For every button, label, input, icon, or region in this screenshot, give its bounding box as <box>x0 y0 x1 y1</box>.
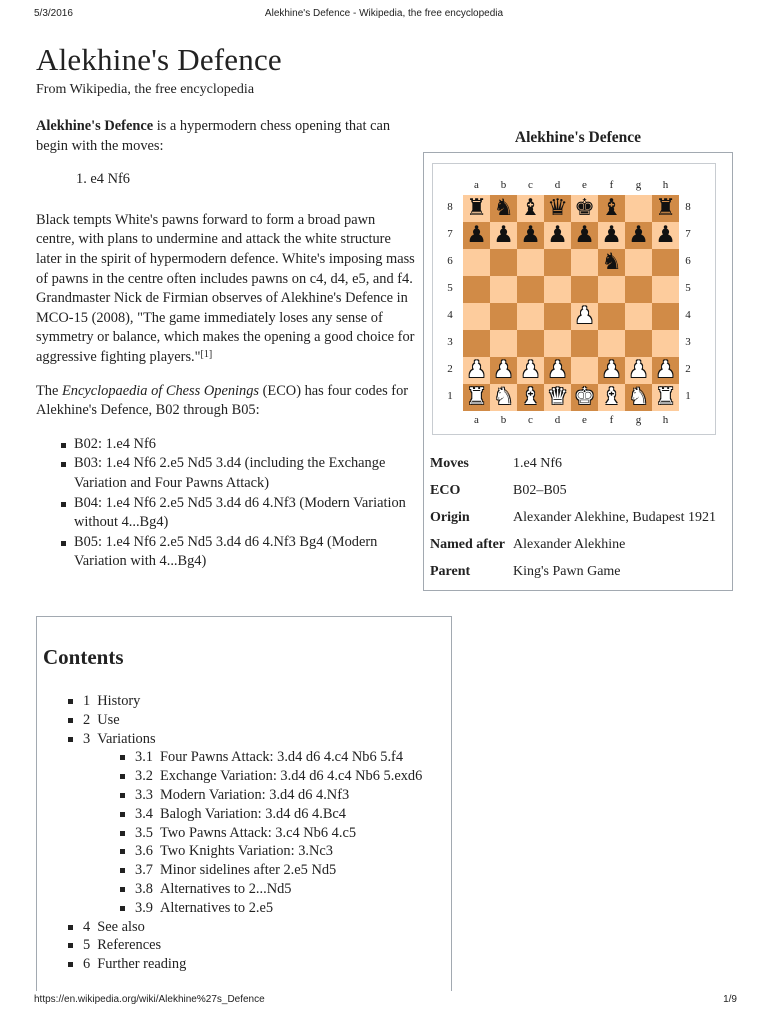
infobox-value: B02–B05 <box>513 483 567 498</box>
board-square-c2 <box>517 357 544 384</box>
white-pawn-icon: ♟ <box>601 357 622 383</box>
white-pawn-icon: ♟ <box>466 357 487 383</box>
rank-label: 8 <box>447 201 453 213</box>
white-knight-icon: ♞ <box>493 384 514 410</box>
board-square-d8 <box>544 195 571 222</box>
print-header <box>0 0 768 24</box>
board-square-c7 <box>517 222 544 249</box>
file-label: e <box>582 414 587 426</box>
infobox-key: Origin <box>430 510 470 525</box>
rank-label: 2 <box>685 363 691 375</box>
eco-text-b: (ECO) has four codes for Alekhine's Defence, B02 through B05: <box>36 382 409 419</box>
infobox-key: Parent <box>430 564 471 579</box>
infobox-key: Moves <box>430 456 469 471</box>
black-knight-icon: ♞ <box>601 249 622 275</box>
board-square-a4 <box>463 303 490 330</box>
description-paragraph <box>36 211 416 368</box>
board-square-d4 <box>544 303 571 330</box>
white-rook-icon: ♜ <box>466 384 487 410</box>
board-square-g6 <box>625 249 652 276</box>
board-square-f8 <box>598 195 625 222</box>
print-footer <box>0 990 768 1020</box>
board-square-h1 <box>652 384 679 411</box>
print-title: Alekhine's Defence - Wikipedia, the free encyclopedia <box>264 8 504 19</box>
toc-subitem[interactable] <box>135 786 422 805</box>
toc-subitem[interactable] <box>135 861 422 880</box>
file-label: b <box>500 179 507 191</box>
board-square-e8 <box>571 195 598 222</box>
white-pawn-icon: ♟ <box>493 357 514 383</box>
black-pawn-icon: ♟ <box>493 222 514 248</box>
board-square-f7 <box>598 222 625 249</box>
board-square-b2 <box>490 357 517 384</box>
toc-item[interactable] <box>83 918 422 937</box>
toc-label[interactable]: Four Pawns Attack: 3.d4 d6 4.c4 Nb6 5.f4 <box>160 749 404 766</box>
board-square-h7 <box>652 222 679 249</box>
board-square-e6 <box>571 249 598 276</box>
white-bishop-icon: ♝ <box>520 384 541 410</box>
board-square-h3 <box>652 330 679 357</box>
board-square-a2 <box>463 357 490 384</box>
file-label: b <box>500 414 507 426</box>
rank-label: 6 <box>685 255 691 267</box>
toc-number: 3 <box>83 730 91 747</box>
file-label: a <box>474 179 479 191</box>
board-square-a7 <box>463 222 490 249</box>
black-pawn-icon: ♟ <box>655 222 676 248</box>
infobox-value[interactable]: Alexander Alekhine <box>513 537 626 552</box>
black-bishop-icon: ♝ <box>520 195 541 221</box>
board-square-b8 <box>490 195 517 222</box>
infobox-title: Alekhine's Defence <box>514 129 642 146</box>
toc-subitem[interactable] <box>135 805 422 824</box>
eco-paragraph <box>36 382 416 421</box>
board-square-c8 <box>517 195 544 222</box>
toc-label[interactable]: Exchange Variation: 3.d4 d6 4.c4 Nb6 5.exd6 <box>160 768 423 785</box>
white-knight-icon: ♞ <box>628 384 649 410</box>
board-square-e3 <box>571 330 598 357</box>
toc-label[interactable]: Balogh Variation: 3.d4 d6 4.Bc4 <box>160 805 346 822</box>
file-label: e <box>582 179 587 191</box>
eco-link[interactable]: Encyclopaedia of Chess Openings <box>61 382 260 399</box>
page-title: Alekhine's Defence <box>36 42 282 77</box>
file-label: g <box>635 414 642 426</box>
board-square-a1 <box>463 384 490 411</box>
board-square-d5 <box>544 276 571 303</box>
toc-number: 2 <box>83 711 91 728</box>
board-square-a6 <box>463 249 490 276</box>
toc-subitem[interactable] <box>135 767 422 786</box>
toc-subitem[interactable] <box>135 899 422 918</box>
board-square-b6 <box>490 249 517 276</box>
board-square-h6 <box>652 249 679 276</box>
board-square-f1 <box>598 384 625 411</box>
white-king-icon: ♚ <box>574 384 595 410</box>
board-square-b3 <box>490 330 517 357</box>
board-square-b7 <box>490 222 517 249</box>
toc-number: 3.9 <box>135 899 153 916</box>
file-label: a <box>474 414 479 426</box>
board-square-g5 <box>625 276 652 303</box>
white-pawn-icon: ♟ <box>655 357 676 383</box>
rank-label: 2 <box>447 363 453 375</box>
toc-label[interactable]: Minor sidelines after 2.e5 Nd5 <box>160 862 337 879</box>
board-square-d3 <box>544 330 571 357</box>
board-square-d7 <box>544 222 571 249</box>
black-pawn-icon: ♟ <box>574 222 595 248</box>
toc-label[interactable]: Alternatives to 2...Nd5 <box>160 880 292 897</box>
toc-label[interactable]: Variations <box>97 730 156 747</box>
rank-label: 7 <box>685 228 691 240</box>
black-bishop-icon: ♝ <box>601 195 622 221</box>
rank-label: 3 <box>447 336 453 348</box>
infobox-key: Named after <box>430 537 506 552</box>
black-queen-icon: ♛ <box>547 195 568 221</box>
board-square-g1 <box>625 384 652 411</box>
board-square-g8 <box>625 195 652 222</box>
black-rook-icon: ♜ <box>655 195 676 221</box>
print-date: 5/3/2016 <box>34 8 73 19</box>
toc-item[interactable] <box>83 955 422 974</box>
board-square-h8 <box>652 195 679 222</box>
description-text: Black tempts White's pawns forward to form a broad pawn centre, with plans to undermine and attack the white structure later in the spirit of hypermodern defence. White's imposing mass of pawns in the centre often includes pawns on c4, d4, e5, and f4. Grandmaster Nick de Firmian observes of Alekhine's Defence in MCO-15 (2008), "The game immediately loses any sense of symmetry or balance, which makes the opening a good choice for aggressive fighting players." <box>36 211 415 365</box>
board-square-h2 <box>652 357 679 384</box>
eco-code-item: B03: 1.e4 Nf6 2.e5 Nd5 3.d4 (including the Exchange Variation and Four Pawns Attack) <box>74 454 416 493</box>
board-square-g4 <box>625 303 652 330</box>
rank-label: 4 <box>685 309 691 321</box>
white-queen-icon: ♛ <box>547 384 568 410</box>
black-pawn-icon: ♟ <box>466 222 487 248</box>
toc-item[interactable] <box>83 936 422 955</box>
white-pawn-icon: ♟ <box>628 357 649 383</box>
rank-label: 4 <box>447 309 453 321</box>
rank-label: 1 <box>447 390 453 402</box>
infobox-value[interactable]: Alexander Alekhine, Budapest 1921 <box>513 510 716 525</box>
toc-number: 3.7 <box>135 862 153 879</box>
eco-code-item: B04: 1.e4 Nf6 2.e5 Nd5 3.d4 d6 4.Nf3 (Modern Variation without 4...Bg4) <box>74 494 416 533</box>
toc-number: 3.1 <box>135 749 153 766</box>
board-square-a8 <box>463 195 490 222</box>
board-square-f2 <box>598 357 625 384</box>
table-of-contents <box>36 616 452 991</box>
board-square-b1 <box>490 384 517 411</box>
board-square-b5 <box>490 276 517 303</box>
white-pawn-icon: ♟ <box>547 357 568 383</box>
print-url: https://en.wikipedia.org/wiki/Alekhine%27s_Defence <box>34 994 265 1005</box>
board-square-e7 <box>571 222 598 249</box>
board-square-c4 <box>517 303 544 330</box>
white-pawn-icon: ♟ <box>520 357 541 383</box>
black-pawn-icon: ♟ <box>547 222 568 248</box>
board-square-c5 <box>517 276 544 303</box>
toc-label[interactable]: Use <box>97 711 120 728</box>
toc-number: 5 <box>83 937 91 954</box>
board-square-b4 <box>490 303 517 330</box>
black-knight-icon: ♞ <box>493 195 514 221</box>
toc-number: 4 <box>83 918 91 935</box>
toc-subitem[interactable] <box>135 824 422 843</box>
toc-label[interactable]: Alternatives to 2.e5 <box>160 899 274 916</box>
file-label: f <box>609 414 614 426</box>
toc-number: 6 <box>83 956 91 973</box>
toc-number: 3.5 <box>135 824 153 841</box>
file-label: h <box>662 414 669 426</box>
board-square-c1 <box>517 384 544 411</box>
rank-label: 8 <box>685 201 691 213</box>
board-square-e2 <box>571 357 598 384</box>
board-square-f6 <box>598 249 625 276</box>
toc-label[interactable]: Two Pawns Attack: 3.c4 Nb6 4.c5 <box>160 824 357 841</box>
black-pawn-icon: ♟ <box>520 222 541 248</box>
rank-label: 7 <box>447 228 453 240</box>
infobox <box>423 152 733 591</box>
toc-number: 3.4 <box>135 805 153 822</box>
board-square-g7 <box>625 222 652 249</box>
board-square-c6 <box>517 249 544 276</box>
toc-label[interactable]: Further reading <box>97 956 187 973</box>
file-label: c <box>528 179 533 191</box>
rank-label: 5 <box>685 282 691 294</box>
toc-label[interactable]: Modern Variation: 3.d4 d6 4.Nf3 <box>160 786 350 803</box>
intro-text: is a hypermodern chess opening that can begin with the moves: <box>36 118 391 154</box>
chess-board <box>463 195 679 411</box>
intro-paragraph <box>36 117 416 156</box>
black-pawn-icon: ♟ <box>628 222 649 248</box>
board-square-e1 <box>571 384 598 411</box>
toc-subitem[interactable] <box>135 880 422 899</box>
toc-number: 3.3 <box>135 786 153 803</box>
black-pawn-icon: ♟ <box>601 222 622 248</box>
file-label: f <box>609 179 614 191</box>
board-square-d1 <box>544 384 571 411</box>
board-square-f5 <box>598 276 625 303</box>
board-square-g2 <box>625 357 652 384</box>
white-pawn-icon: ♟ <box>574 303 595 329</box>
board-square-h4 <box>652 303 679 330</box>
eco-code-item: B05: 1.e4 Nf6 2.e5 Nd5 3.d4 d6 4.Nf3 Bg4 (Modern Variation with 4...Bg4) <box>74 533 416 572</box>
board-square-d6 <box>544 249 571 276</box>
infobox-key: ECO <box>430 483 461 498</box>
toc-number: 3.8 <box>135 880 153 897</box>
toc-subitem[interactable] <box>135 748 422 767</box>
board-square-h5 <box>652 276 679 303</box>
toc-list <box>83 692 422 974</box>
rank-label: 1 <box>685 390 691 402</box>
board-square-d2 <box>544 357 571 384</box>
white-rook-icon: ♜ <box>655 384 676 410</box>
toc-label[interactable]: See also <box>97 918 145 935</box>
reference-link[interactable]: [1] <box>200 348 213 360</box>
file-label: d <box>554 414 561 426</box>
eco-text-a: The <box>36 382 62 399</box>
board-square-f4 <box>598 303 625 330</box>
rank-label: 6 <box>447 255 453 267</box>
black-king-icon: ♚ <box>574 195 595 221</box>
eco-code-item: B02: 1.e4 Nf6 <box>74 435 416 455</box>
page-number: 1/9 <box>723 994 737 1005</box>
opening-moves: 1. e4 Nf6 <box>76 171 130 188</box>
toc-item[interactable] <box>83 711 422 730</box>
board-square-a5 <box>463 276 490 303</box>
board-square-a3 <box>463 330 490 357</box>
toc-number: 1 <box>83 693 91 709</box>
toc-sublist <box>83 748 422 917</box>
page-subtitle: From Wikipedia, the free encyclopedia <box>36 82 255 97</box>
board-square-g3 <box>625 330 652 357</box>
toc-label[interactable]: References <box>97 937 162 954</box>
infobox-value[interactable]: King's Pawn Game <box>513 564 621 579</box>
rank-label: 5 <box>447 282 453 294</box>
article-body <box>36 117 416 572</box>
infobox-value: 1.e4 Nf6 <box>513 456 562 471</box>
toc-subitem[interactable] <box>135 842 422 861</box>
toc-number: 3.6 <box>135 843 153 860</box>
intro-bold-term: Alekhine's Defence <box>36 118 154 134</box>
board-square-c3 <box>517 330 544 357</box>
file-label: c <box>528 414 533 426</box>
black-rook-icon: ♜ <box>466 195 487 221</box>
file-label: d <box>554 179 561 191</box>
board-square-f3 <box>598 330 625 357</box>
board-square-e5 <box>571 276 598 303</box>
board-square-e4 <box>571 303 598 330</box>
file-label: h <box>662 179 669 191</box>
chess-diagram <box>432 163 716 435</box>
toc-heading: Contents <box>43 645 124 669</box>
file-label: g <box>635 179 642 191</box>
rank-label: 3 <box>685 336 691 348</box>
toc-label[interactable]: History <box>97 693 141 709</box>
toc-label[interactable]: Two Knights Variation: 3.Nc3 <box>160 843 333 860</box>
toc-item[interactable] <box>83 692 422 711</box>
toc-item[interactable] <box>83 730 422 749</box>
eco-code-list <box>36 435 416 572</box>
white-bishop-icon: ♝ <box>601 384 622 410</box>
toc-number: 3.2 <box>135 768 153 785</box>
